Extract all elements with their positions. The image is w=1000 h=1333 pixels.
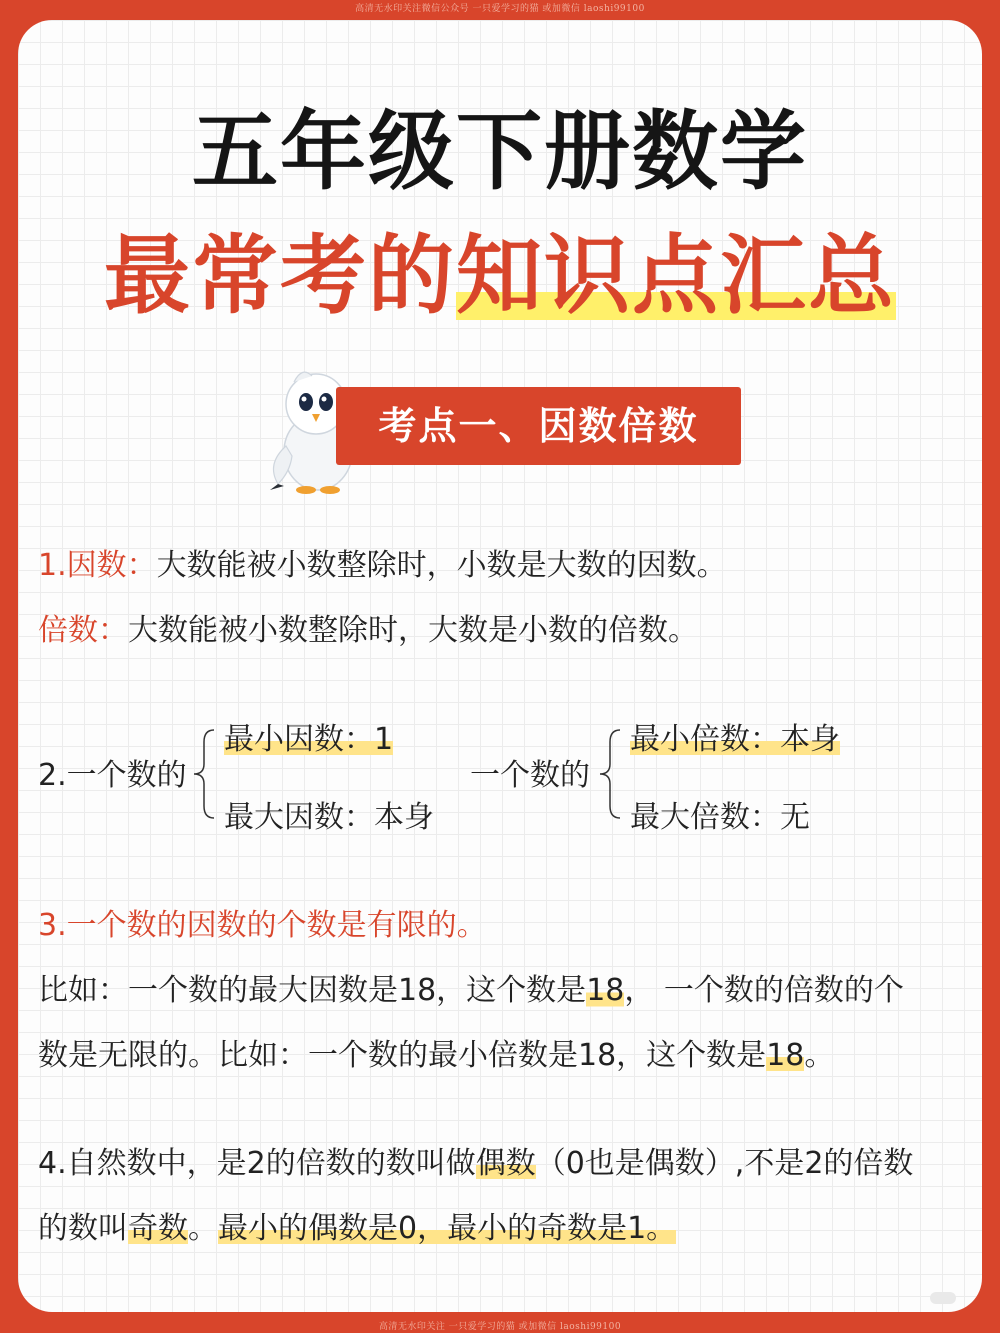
max-factor: 最大因数：本身 (224, 800, 434, 835)
multiple-text: 大数能被小数整除时，大数是小数的倍数。 (128, 613, 698, 648)
item3-line1-highlight: 18 (586, 973, 625, 1008)
min-multiple-text: 最小倍数：本身 (630, 722, 840, 757)
item3-line1-b: ， 一个数的倍数的个 (624, 973, 904, 1008)
item4-line1-highlight: 偶数 (475, 1146, 536, 1181)
top-watermark: 高清无水印关注微信公众号 一只爱学习的猫 或加微信 laoshi99100 (355, 4, 645, 14)
multiple-definition (38, 605, 698, 649)
item3-line1 (38, 965, 904, 1009)
item3-line2-a: 数是无限的。比如：一个数的最小倍数是18，这个数是 (38, 1038, 767, 1073)
right-brace-icon (596, 726, 624, 822)
item3-line1-a: 比如：一个数的最大因数是18，这个数是 (38, 973, 587, 1008)
title-highlight-part: 知识点汇总 (456, 226, 896, 326)
title-plain-part: 最常考的 (104, 226, 456, 326)
content-card (18, 20, 982, 1312)
item4-line2 (38, 1203, 676, 1247)
min-multiple (630, 714, 840, 758)
page-title-line2 (18, 206, 982, 330)
item4-line2-a: 的数叫 (38, 1211, 128, 1246)
corner-pill (930, 1292, 956, 1304)
factor-definition (38, 540, 727, 584)
min-factor-text: 最小因数：1 (224, 722, 394, 757)
min-factor (224, 714, 393, 758)
item3-line2 (38, 1030, 834, 1074)
item3-line2-b: 。 (804, 1038, 835, 1073)
item3-heading: 3.一个数的因数的个数是有限的。 (38, 908, 487, 943)
item4-line1-b: （0也是偶数）,不是2的倍数 (535, 1146, 914, 1181)
item4-line1 (38, 1138, 913, 1182)
section-badge: 考点一、因数倍数 (336, 387, 741, 465)
page-title-line1: 五年级下册数学 (192, 102, 808, 202)
bottom-watermark: 高清无水印关注 一只爱学习的猫 或加微信 laoshi99100 (378, 1322, 622, 1332)
item4-line1-a: 4.自然数中，是2的倍数的数叫做 (38, 1146, 476, 1181)
right-stem: 一个数的 (470, 758, 590, 793)
multiple-label: 倍数： (38, 613, 128, 648)
item4-line2-highlight2: 最小的偶数是0，最小的奇数是1。 (218, 1211, 677, 1246)
left-brace-icon (190, 726, 218, 822)
max-multiple: 最大倍数：无 (630, 800, 810, 835)
left-stem: 2.一个数的 (38, 758, 187, 793)
factor-text: 大数能被小数整除时，小数是大数的因数。 (156, 548, 727, 583)
item4-line2-b: 。 (188, 1211, 218, 1246)
item3-line2-highlight: 18 (766, 1038, 805, 1073)
item4-line2-highlight1: 奇数 (128, 1211, 188, 1246)
factor-label: 1.因数： (38, 548, 157, 583)
